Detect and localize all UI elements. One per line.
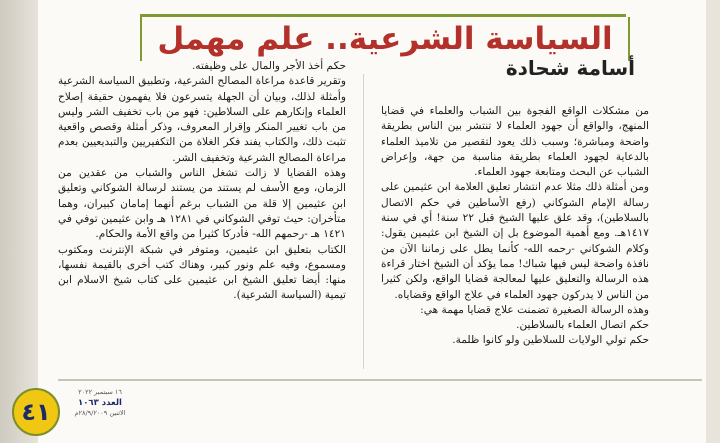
issue-hijri-date: الاثنين ٢٨/٩/٢٠٠٩م bbox=[74, 409, 126, 417]
paragraph: حكم أخذ الأجر والمال على وظيفته. bbox=[191, 60, 346, 72]
paragraph: وتقرير قاعدة مراعاة المصالح الشرعية، وتطبيق السياسة الشرعية وأمثلة لذلك، وبيان أن الجهلة يتسرعون فلا يفهمون حقيقة إصلاح العلماء وإنكارهم على السلاطين: فهو من باب تخفيف الشر وليس من باب تغيير المنكر وإقرار المعروف، وذكر أمثلة وقصص واقعية تثبت ذلك، والكتاب يفند فكر الغلاة من التكفيريين والتبديعيين بعدم مراعاة المصالح الشرعية وتخفيف الشر. bbox=[58, 75, 346, 164]
issue-date: ١٦ سبتمبر ٢٠٢٢ bbox=[78, 388, 122, 396]
page-number-badge bbox=[12, 388, 60, 436]
column-divider bbox=[363, 74, 364, 369]
page-number: ٤١ bbox=[21, 398, 51, 426]
left-column bbox=[58, 59, 346, 304]
left-page-edge bbox=[0, 0, 40, 443]
paragraph: وهذه القضايا لا زالت تشغل الناس والشباب من عقدين من الزمان، ومع الأسف لم يستند من يستند لرسالة الشوكاني وتعليق ابن عثيمين إلا قلة من الشباب برغم أنهما إمامان كبيران، وهما متأخران: حيث توفي الشوكاني في ١٢٨١ هـ وابن عثيمين توفي في ١٤٢١ هـ -رحمهم الله- فأدركا كثيرا من واقع الأمة والحكام. bbox=[58, 167, 346, 241]
footer-rule bbox=[58, 379, 702, 381]
paragraph: وهذه الرسالة الصغيرة تضمنت علاج قضايا مهمة هي: bbox=[420, 303, 649, 316]
paragraph: حكم اتصال العلماء بالسلاطين. bbox=[516, 319, 649, 332]
paragraph: ومن أمثلة ذلك مثلا عدم انتشار تعليق العلامة ابن عثيمين على رسالة الإمام الشوكاني (رفع الأساطين في حكم الاتصال بالسلاطين)، وقد علق عليها الشيخ قبل ٢٢ سنة! أي في سنة ١٤١٧هـ. ومع أهمية الموضوع بل إن الشيخ ابن عثيمين يقول: وكلام الشوكاني -رحمه الله- كأنما يطل على زماننا الآن من نافذة واضحة ليس فيها شباك! مما يؤكد أن الشيخ اختار قراءة هذه الرسالة والتعليق عليها لمعالجة قضايا الواقع، ولكن كثيرا من الناس لا يدركون جهود العلماء في علاج الواقع وقضاياه. bbox=[381, 181, 649, 301]
paragraph: الكتاب بتعليق ابن عثيمين، ومتوفر في شبكة الإنترنت ومكتوب ومسموع، وفيه علم ونور كبير، وهناك كتب أخرى بالقيمة نفسها، منها: أيضا تعليق الشيخ ابن عثيمين على كتاب شيخ الاسلام ابن تيمية (السياسة الشرعية). bbox=[58, 243, 346, 302]
paragraph: من مشكلات الواقع الفجوة بين الشباب والعلماء في قضايا المنهج، والواقع أن جهود العلماء لا تنتشر بين الناس بطريقة واضحة ومباشرة؛ وسبب ذلك يعود لتقصير من تلاميذ العلماء بالدعاية لجهود العلماء بطريقة مناسبة من جهة، وإعراض الشباب عن البحث ومتابعة جهود العلماء. bbox=[381, 105, 649, 179]
article-title: السياسة الشرعية.. علم مهمل bbox=[157, 21, 613, 57]
right-column bbox=[381, 104, 649, 349]
issue-info bbox=[64, 388, 136, 418]
paragraph: حكم تولي الولايات للسلاطين ولو كانوا ظلمة. bbox=[452, 334, 649, 347]
issue-number: العدد ١٠٦٣ bbox=[78, 398, 122, 408]
title-frame bbox=[140, 17, 630, 61]
article-author: أسامة شحادة bbox=[505, 56, 635, 80]
